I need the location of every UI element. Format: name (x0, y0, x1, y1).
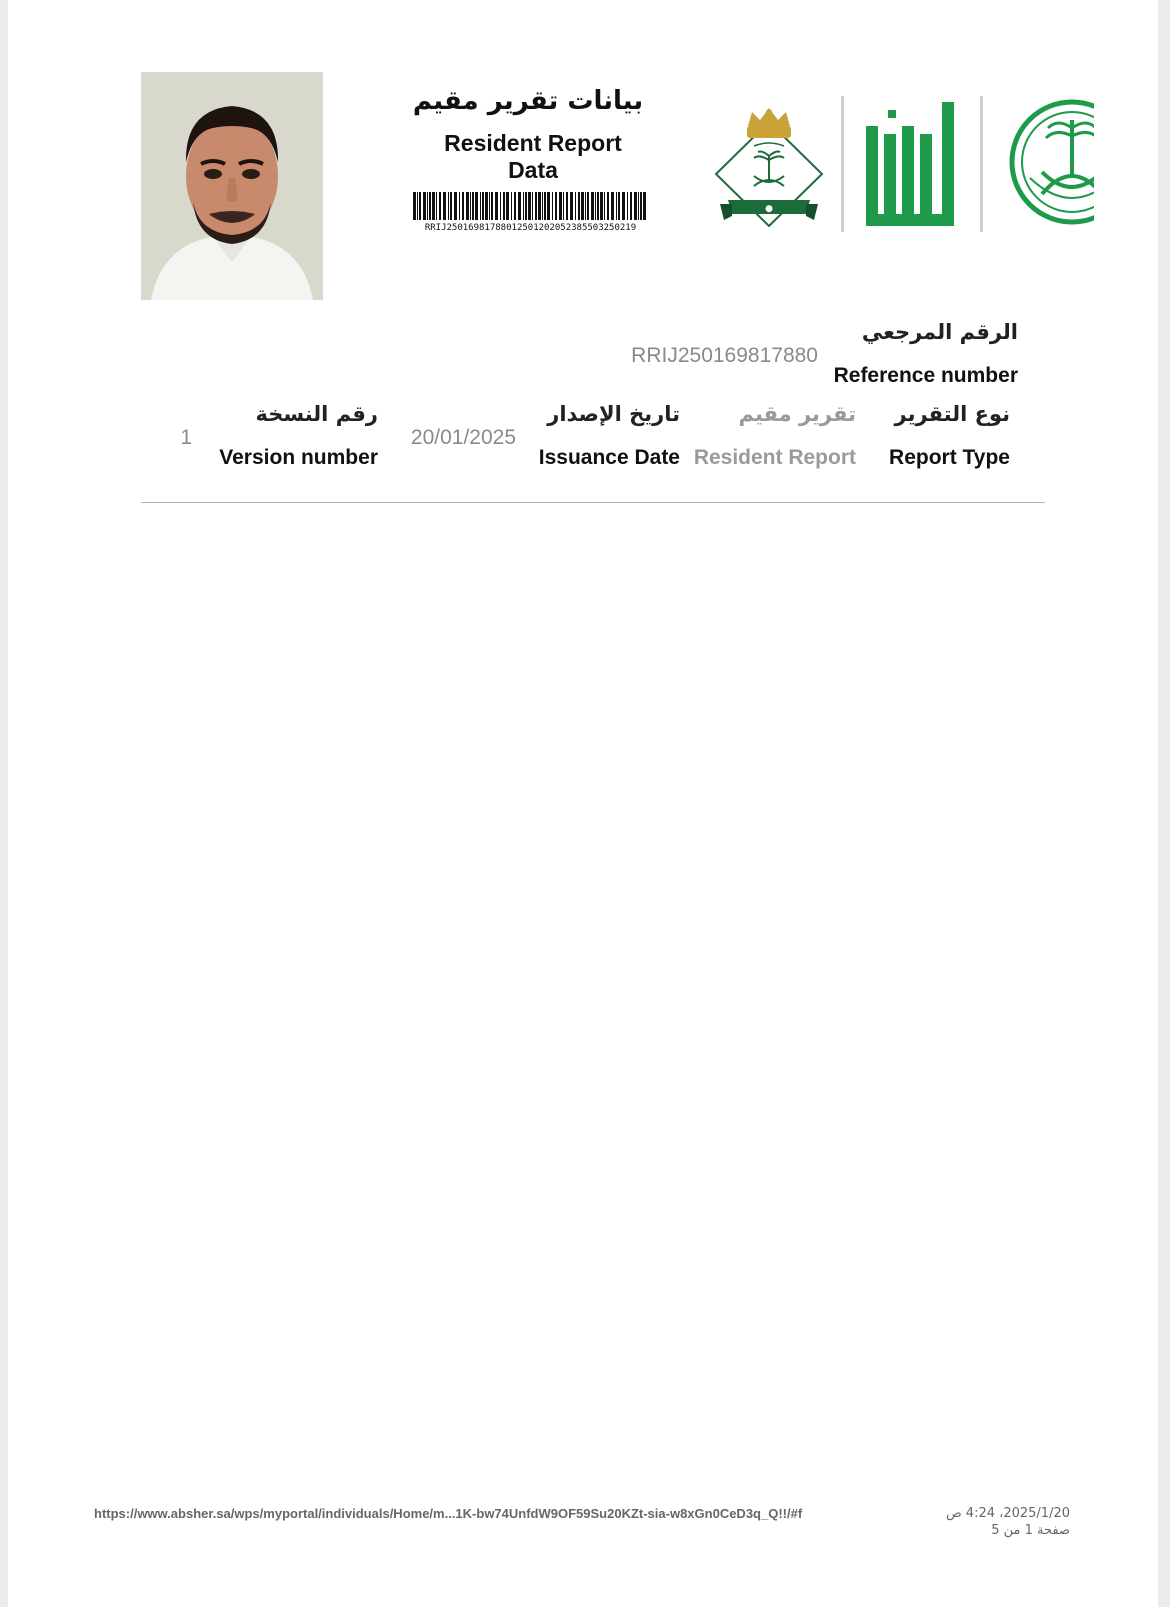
footer-page-number: صفحة 1 من 5 (991, 1523, 1070, 1538)
version-value: 1 (180, 426, 192, 449)
version-label-ar: رقم النسخة (255, 402, 378, 426)
saudi-emblem (1008, 98, 1094, 226)
report-type-label-en: Report Type (889, 446, 1010, 469)
barcode-number: RRIJ250169817880125012020523855032502​19 (424, 223, 637, 233)
version-label-en: Version number (219, 446, 378, 469)
footer-url: https://www.absher.sa/wps/myportal/individuals/Home/m...1K-bw74UnfdW9OF59Su20KZt-sia-w8xGn0CeD3q_Q!!/#f (94, 1506, 803, 1521)
barcode (413, 192, 648, 220)
jawazat-logo (714, 104, 824, 232)
document-page (8, 0, 1158, 1607)
reference-value: RRIJ250169817880 (631, 344, 818, 367)
report-title-en: Resident Report Data (444, 130, 622, 183)
svg-text:●: ● (765, 204, 773, 214)
report-type-value-ar: تقرير مقيم (738, 402, 856, 426)
issuance-date-value: 20/01/2025 (410, 426, 516, 449)
reference-label-ar: الرقم المرجعي (861, 320, 1018, 344)
logo-divider (841, 96, 844, 232)
footer-datetime: 2025/1/20، 4:24 ص (945, 1506, 1070, 1521)
issuance-date-label-en: Issuance Date (538, 446, 680, 469)
reference-label-en: Reference number (833, 364, 1018, 387)
report-type-value-en: Resident Report (693, 446, 856, 469)
report-type-label-ar: نوع التقرير (894, 402, 1010, 426)
report-title-ar: بيانات تقرير مقيم (412, 86, 644, 116)
absher-logo (866, 96, 966, 232)
logo-divider (980, 96, 983, 232)
section-divider (141, 502, 1045, 503)
resident-photo (141, 72, 323, 300)
issuance-date-label-ar: تاريخ الإصدار (547, 402, 680, 426)
